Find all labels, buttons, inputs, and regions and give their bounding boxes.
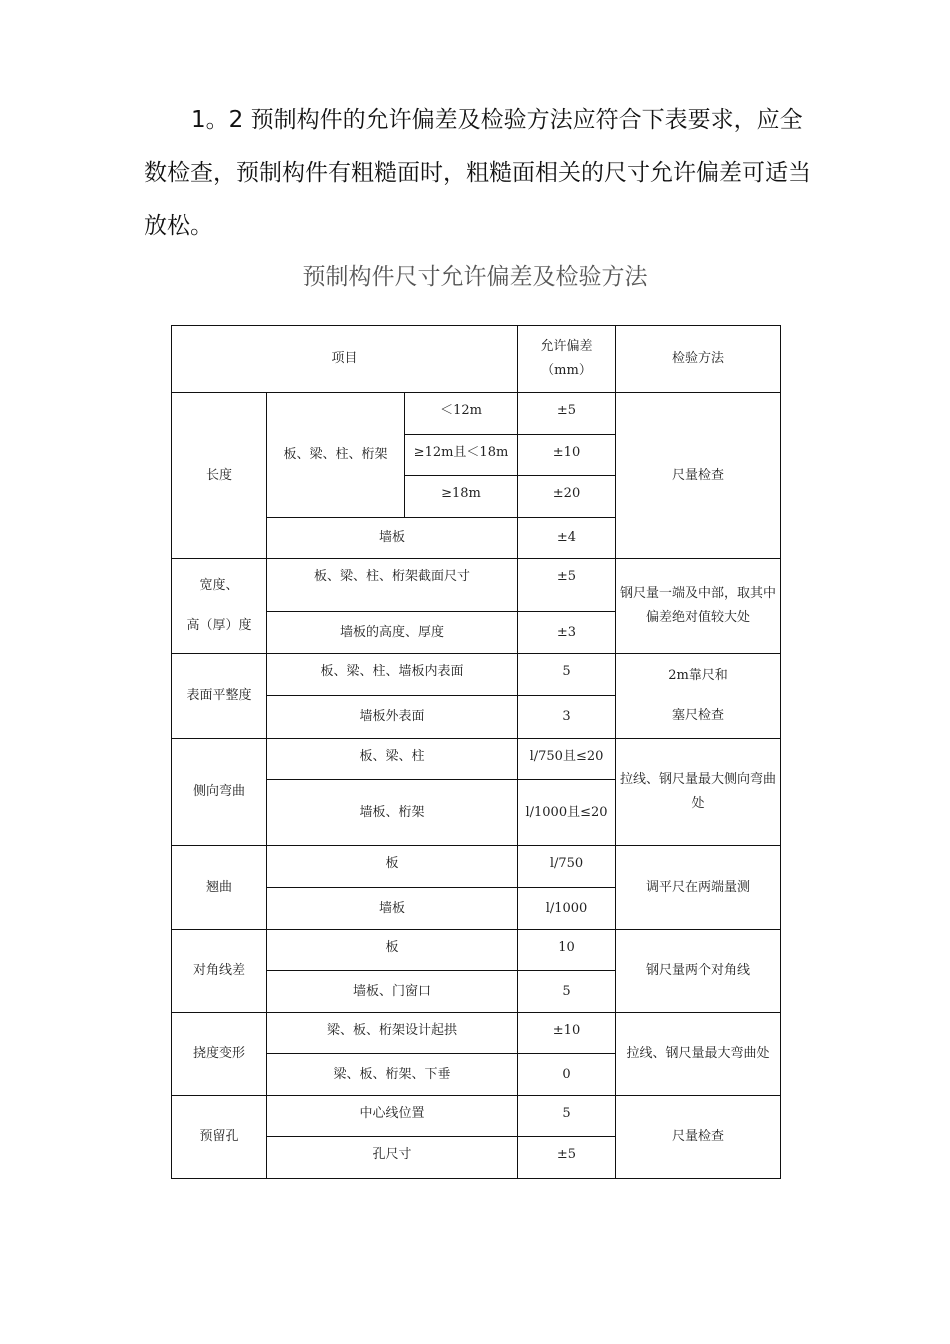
- group-flatness: 表面平整度: [172, 654, 267, 739]
- length-method: 尺量检查: [616, 393, 781, 559]
- holes-item: 孔尺寸: [267, 1137, 518, 1179]
- flatness-tolerance: 5: [518, 654, 616, 696]
- table-row: [172, 1096, 781, 1137]
- group-length: 长度: [172, 393, 267, 559]
- holes-method: 尺量检查: [616, 1096, 781, 1179]
- table-row: [172, 739, 781, 780]
- bending-tolerance: l/1000且≤20: [518, 780, 616, 846]
- deflection-method: 拉线、钢尺量最大弯曲处: [616, 1013, 781, 1096]
- flatness-method-line1: 2m靠尺和: [668, 668, 728, 683]
- width-tolerance: ±5: [518, 559, 616, 612]
- diagonal-method: 钢尺量两个对角线: [616, 930, 781, 1013]
- length-subgroup: 板、梁、柱、桁架: [267, 393, 405, 518]
- deflection-tolerance: 0: [518, 1054, 616, 1096]
- header-tolerance: [518, 326, 616, 393]
- flatness-method-line2: 塞尺检查: [671, 708, 724, 723]
- length-range: ≥18m: [405, 476, 518, 518]
- warp-item: 墙板: [267, 888, 518, 930]
- length-tolerance: ±10: [518, 435, 616, 476]
- length-range: ＜12m: [405, 393, 518, 435]
- group-width-line2: 高（厚）度: [186, 618, 252, 633]
- deflection-item: 梁、板、桁架、下垂: [267, 1054, 518, 1096]
- header-tolerance-unit: （mm）: [541, 363, 592, 378]
- bending-item: 板、梁、柱: [267, 739, 518, 780]
- bending-method: 拉线、钢尺量最大侧向弯曲处: [616, 739, 781, 846]
- deflection-tolerance: ±10: [518, 1013, 616, 1054]
- header-row: [172, 326, 781, 393]
- group-diagonal: 对角线差: [172, 930, 267, 1013]
- flatness-item: 墙板外表面: [267, 695, 518, 738]
- flatness-item: 板、梁、柱、墙板内表面: [267, 654, 518, 696]
- warp-tolerance: l/750: [518, 846, 616, 888]
- table-row: [172, 393, 781, 435]
- diagonal-item: 墙板、门窗口: [267, 971, 518, 1013]
- warp-tolerance: l/1000: [518, 888, 616, 930]
- group-holes: 预留孔: [172, 1096, 267, 1179]
- holes-tolerance: 5: [518, 1096, 616, 1137]
- holes-item: 中心线位置: [267, 1096, 518, 1137]
- flatness-method: [616, 654, 781, 739]
- diagonal-item: 板: [267, 930, 518, 971]
- bending-tolerance: l/750且≤20: [518, 739, 616, 780]
- group-width: [172, 559, 267, 654]
- group-bending: 侧向弯曲: [172, 739, 267, 846]
- table-row: [172, 846, 781, 888]
- table-title: 预制构件尺寸允许偏差及检验方法: [302, 264, 648, 290]
- length-wall: 墙板: [267, 518, 518, 559]
- group-warp: 翘曲: [172, 846, 267, 930]
- table-row: [172, 1013, 781, 1054]
- intro-text: 1。2 预制构件的允许偏差及检验方法应符合下表要求，应全数检查，预制构件有粗糙面时，粗糙面相关的尺寸允许偏差可适当放松。: [144, 107, 811, 239]
- intro-paragraph: [144, 94, 816, 253]
- length-tolerance: ±5: [518, 393, 616, 435]
- header-item: 项目: [172, 326, 518, 393]
- flatness-tolerance: 3: [518, 695, 616, 738]
- holes-tolerance: ±5: [518, 1137, 616, 1179]
- header-tolerance-label: 允许偏差: [540, 339, 593, 354]
- table-row: [172, 930, 781, 971]
- deflection-item: 梁、板、桁架设计起拱: [267, 1013, 518, 1054]
- group-deflection: 挠度变形: [172, 1013, 267, 1096]
- tolerance-table: [171, 325, 781, 1179]
- warp-item: 板: [267, 846, 518, 888]
- table-row: [172, 559, 781, 612]
- diagonal-tolerance: 5: [518, 971, 616, 1013]
- table-row: [172, 654, 781, 696]
- header-method: 检验方法: [616, 326, 781, 393]
- length-wall-tolerance: ±4: [518, 518, 616, 559]
- group-width-line1: 宽度、: [199, 578, 239, 593]
- width-tolerance: ±3: [518, 612, 616, 654]
- width-item: 墙板的高度、厚度: [267, 612, 518, 654]
- warp-method: 调平尺在两端量测: [616, 846, 781, 930]
- length-range: ≥12m且＜18m: [405, 435, 518, 476]
- length-tolerance: ±20: [518, 476, 616, 518]
- width-method: 钢尺量一端及中部，取其中偏差绝对值较大处: [616, 559, 781, 654]
- bending-item: 墙板、桁架: [267, 780, 518, 846]
- diagonal-tolerance: 10: [518, 930, 616, 971]
- width-item: 板、梁、柱、桁架截面尺寸: [267, 559, 518, 612]
